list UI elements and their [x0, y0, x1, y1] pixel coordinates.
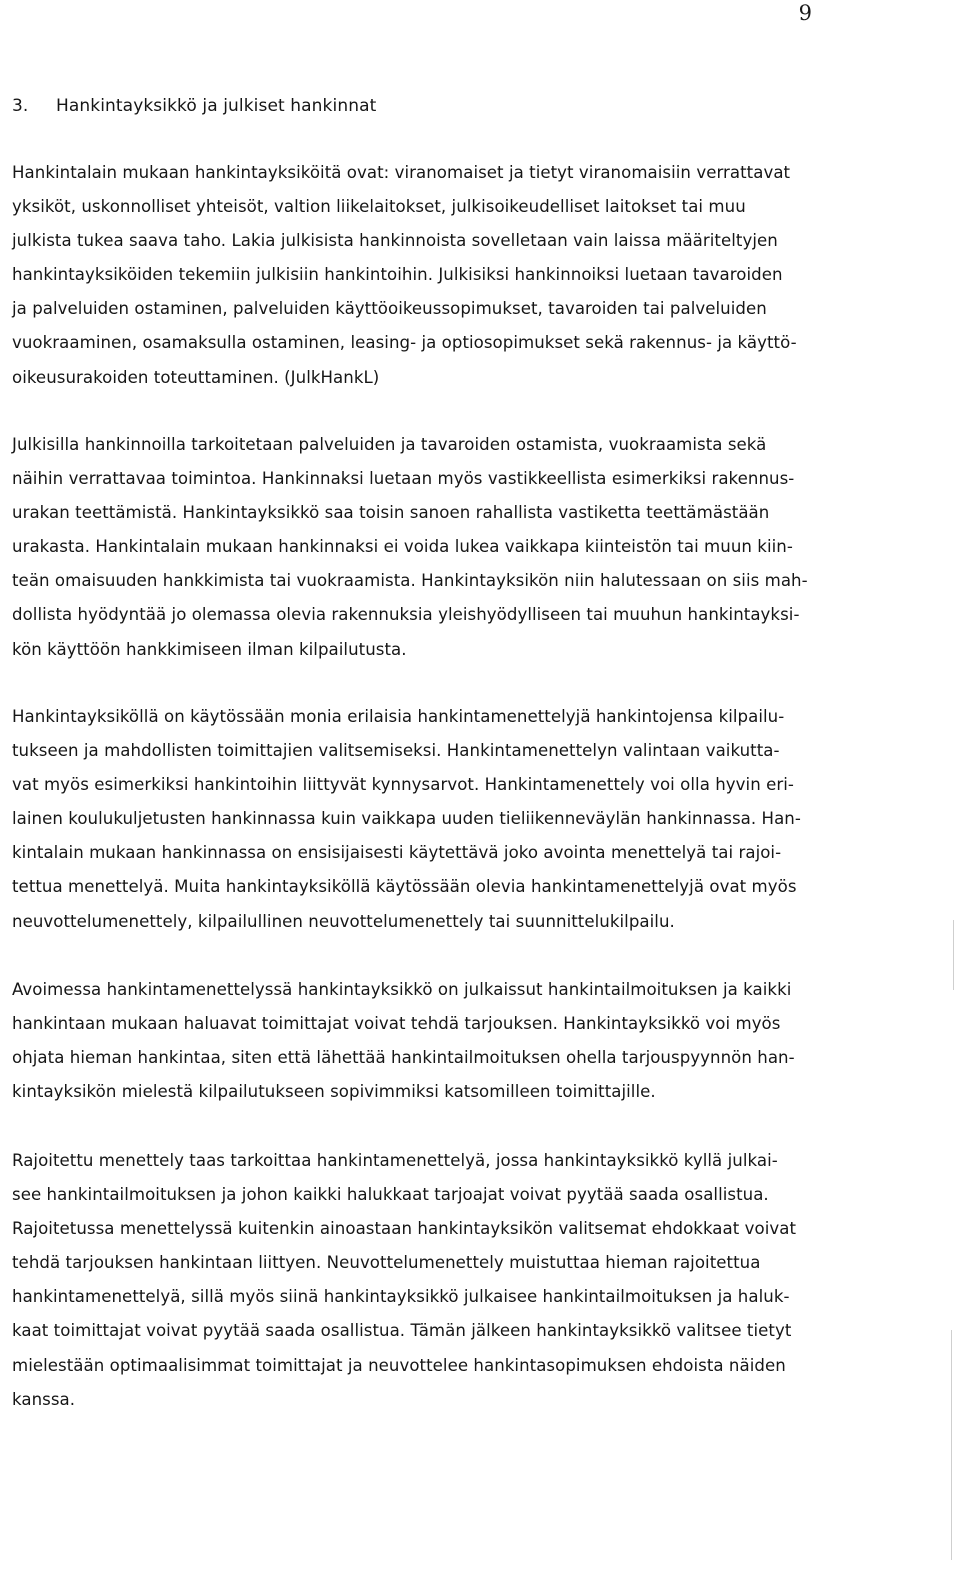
scan-artifact: [951, 1330, 952, 1560]
text-line: hankintayksiköiden tekemiin julkisiin hankintoihin. Julkisiksi hankinnoiksi luetaan tavaroiden: [12, 265, 783, 285]
text-line: tehdä tarjouksen hankintaan liittyen. Neuvottelumenettely muistuttaa hieman rajoitettua: [12, 1253, 761, 1273]
section-title: Hankintayksikkö ja julkiset hankinnat: [56, 96, 377, 116]
paragraph-rajoitettu-menettely: [12, 1144, 844, 1417]
text-line: kön käyttöön hankkimiseen ilman kilpailutusta.: [12, 639, 407, 659]
text-line: neuvottelumenettely, kilpailullinen neuvottelumenettely tai suunnittelukilpailu.: [12, 911, 675, 931]
text-line: oikeusurakoiden toteuttaminen. (JulkHankL): [12, 367, 380, 387]
page-number: 9: [798, 1, 812, 25]
text-line: Rajoitettu menettely taas tarkoittaa hankintamenettelyä, jossa hankintayksikkö kyllä julkai-: [12, 1151, 778, 1170]
text-line: mielestään optimaalisimmat toimittajat ja neuvottelee hankintasopimuksen ehdoista näiden: [12, 1355, 786, 1375]
paragraph-julkiset-hankinnat: [12, 428, 844, 667]
text-line: lainen koulukuljetusten hankinnassa kuin vaikkapa uuden tieliikenneväylän hankinnassa. Han-: [12, 809, 801, 829]
text-line: vat myös esimerkiksi hankintoihin liittyvät kynnysarvot. Hankintamenettely voi olla hyvin eri-: [12, 775, 794, 795]
text-line: Avoimessa hankintamenettelyssä hankintayksikkö on julkaissut hankintailmoituksen ja kaikki: [12, 980, 792, 999]
text-line: Hankintalain mukaan hankintayksiköitä ovat: viranomaiset ja tietyt viranomaisiin verrattavat: [12, 163, 791, 182]
scan-artifact: [953, 920, 954, 990]
text-line: see hankintailmoituksen ja johon kaikki halukkaat tarjoajat voivat pyytää saada osallistua.: [12, 1185, 769, 1205]
text-line: vuokraaminen, osamaksulla ostaminen, leasing- ja optiosopimukset sekä rakennus- ja käyttö-: [12, 333, 797, 353]
text-line: kanssa.: [12, 1389, 76, 1409]
text-line: ja palveluiden ostaminen, palveluiden käyttöoikeussopimukset, tavaroiden tai palveluiden: [12, 299, 767, 319]
section-number: 3.: [12, 96, 29, 116]
section-heading: [12, 94, 376, 118]
paragraph-hankintayksikot: [12, 156, 844, 395]
text-line: hankintaan mukaan haluavat toimittajat voivat tehdä tarjouksen. Hankintayksikkö voi myös: [12, 1014, 781, 1034]
text-line: teän omaisuuden hankkimista tai vuokraamista. Hankintayksikön niin halutessaan on siis mah-: [12, 571, 808, 591]
text-line: kaat toimittajat voivat pyytää saada osallistua. Tämän jälkeen hankintayksikkö valitsee tietyt: [12, 1321, 792, 1341]
text-line: ohjata hieman hankintaa, siten että lähettää hankintailmoituksen ohella tarjouspyynnön han-: [12, 1048, 795, 1068]
text-line: kintayksikön mielestä kilpailutukseen sopivimmiksi katsomilleen toimittajille.: [12, 1082, 656, 1102]
text-line: tettua menettelyä. Muita hankintayksiköllä käytössään olevia hankintamenettelyjä ovat myös: [12, 877, 797, 897]
text-line: Julkisilla hankinnoilla tarkoitetaan palveluiden ja tavaroiden ostamista, vuokraamista sekä: [12, 435, 767, 454]
text-line: dollista hyödyntää jo olemassa olevia rakennuksia yleishyödylliseen tai muuhun hankintayksi-: [12, 605, 800, 625]
text-line: Rajoitetussa menettelyssä kuitenkin ainoastaan hankintayksikön valitsemat ehdokkaat voivat: [12, 1219, 797, 1239]
text-line: Hankintayksiköllä on käytössään monia erilaisia hankintamenettelyjä hankintojensa kilpailu-: [12, 707, 785, 726]
paragraph-hankintamenettelyt: [12, 700, 844, 939]
text-line: tukseen ja mahdollisten toimittajien valitsemiseksi. Hankintamenettelyn valintaan vaikutta-: [12, 741, 780, 761]
text-line: kintalain mukaan hankinnassa on ensisijaisesti käytettävä joko avointa menettelyä tai rajoi-: [12, 843, 782, 863]
paragraph-avoin-menettely: [12, 973, 844, 1109]
text-line: yksiköt, uskonnolliset yhteisöt, valtion liikelaitokset, julkisoikeudelliset laitokset tai muu: [12, 197, 746, 217]
text-line: urakan teettämistä. Hankintayksikkö saa toisin sanoen rahallista vastiketta teettämästään: [12, 503, 770, 523]
text-line: urakasta. Hankintalain mukaan hankinnaksi ei voida lukea vaikkapa kiinteistön tai muun kiin-: [12, 537, 793, 557]
text-line: hankintamenettelyä, sillä myös siinä hankintayksikkö julkaisee hankintailmoituksen ja haluk-: [12, 1287, 790, 1307]
text-line: näihin verrattavaa toimintoa. Hankinnaksi luetaan myös vastikkeellista esimerkiksi rakennus-: [12, 469, 795, 489]
text-line: julkista tukea saava taho. Lakia julkisista hankinnoista sovelletaan vain laissa määriteltyjen: [12, 231, 778, 251]
